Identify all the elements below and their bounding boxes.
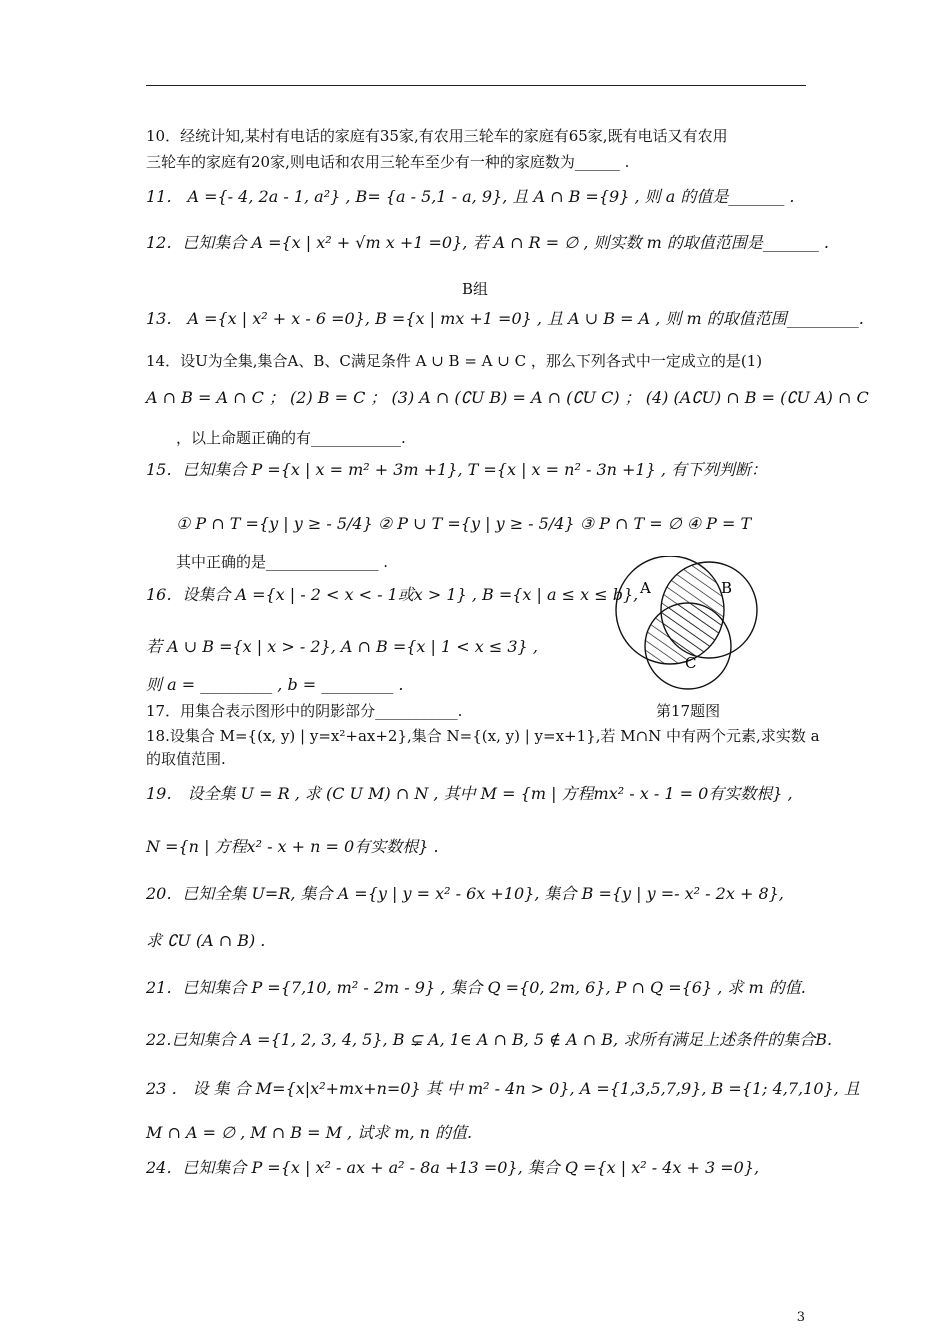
problem-19-line-1: 19． 设全集 U = R , 求 (C U M) ∩ N , 其中 M = {m | 方程mx² - x - 1 = 0有实数根} ,: [146, 784, 793, 803]
label-a: A: [640, 579, 651, 597]
header-rule: [146, 85, 806, 86]
label-c: C: [685, 654, 697, 672]
problem-18-line-2: 的取值范围.: [146, 750, 226, 768]
problem-16-line-3: 则 a = _________ , b = _________ .: [146, 675, 404, 694]
problem-14-line-1: 14．设U为全集,集合A、B、C满足条件 A ∪ B = A ∪ C ，那么下列各式中一定成立的是(1): [146, 352, 763, 370]
problem-17: 17．用集合表示图形中的阴影部分___________.: [146, 702, 463, 720]
problem-19-line-2: N ={n | 方程x² - x + n = 0有实数根} .: [146, 837, 439, 856]
problem-20-line-2: 求 ∁U (A ∩ B) .: [146, 931, 266, 950]
problem-23-line-2: M ∩ A = ∅ , M ∩ B = M , 试求 m, n 的值.: [146, 1123, 473, 1142]
page-number: 3: [796, 1310, 805, 1325]
group-b-heading: B组: [461, 280, 489, 298]
problem-18-line-1: 18.设集合 M={(x, y) | y=x²+ax+2},集合 N={(x, y) | y=x+1},若 M∩N 中有两个元素,求实数 a: [146, 727, 820, 745]
problem-16-line-2: 若 A ∪ B ={x | x > - 2}, A ∩ B ={x | 1 < x ≤ 3} ,: [146, 637, 538, 656]
figure-caption: 第17题图: [656, 702, 721, 720]
problem-15-options: ① P ∩ T ={y | y ≥ - 5/4} ② P ∪ T ={y | y ≥ - 5/4} ③ P ∩ T = ∅ ④ P = T: [176, 514, 752, 533]
problem-10-line-2: 三轮车的家庭有20家,则电话和农用三轮车至少有一种的家庭数为______ .: [146, 153, 630, 171]
problem-14-line-2: A ∩ B = A ∩ C ； (2) B = C ； (3) A ∩ (∁U B) = A ∩ (∁U C) ； (4) (A∁U) ∩ B = (∁U A) ∩ C: [146, 388, 869, 407]
problem-11: 11． A ={- 4, 2a - 1, a²} , B= {a - 5,1 - a, 9}, 且 A ∩ B ={9} , 则 a 的值是_______ .: [146, 187, 795, 206]
problem-24: 24．已知集合 P ={x | x² - ax + a² - 8a +13 =0}, 集合 Q ={x | x² - 4x + 3 =0},: [146, 1158, 760, 1177]
problem-15-answer: 其中正确的是_______________ .: [176, 553, 389, 571]
problem-16-line-1: 16．设集合 A ={x | - 2 < x < - 1或x > 1} , B ={x | a ≤ x ≤ b},: [146, 585, 639, 604]
problem-10-line-1: 10．经统计知,某村有电话的家庭有35家,有农用三轮车的家庭有65家,既有电话又有农用: [146, 127, 728, 145]
problem-14-line-3: ，以上命题正确的有____________.: [176, 429, 406, 447]
problem-20-line-1: 20．已知全集 U=R, 集合 A ={y | y = x² - 6x +10}, 集合 B ={y | y =- x² - 2x + 8},: [146, 884, 784, 903]
problem-23-line-1: 23 ． 设 集 合 M={x|x²+mx+n=0} 其 中 m² - 4n > 0}, A ={1,3,5,7,9}, B ={1; 4,7,10}, 且: [146, 1079, 860, 1098]
problem-13: 13． A ={x | x² + x - 6 =0}, B ={x | mx +1 =0} , 且 A ∪ B = A , 则 m 的取值范围_________.: [146, 309, 864, 328]
problem-12: 12．已知集合 A ={x | x² + √m x +1 =0}, 若 A ∩ R = ∅ , 则实数 m 的取值范围是_______ .: [146, 233, 830, 252]
problem-22: 22.已知集合 A ={1, 2, 3, 4, 5}, B ⊊ A, 1∈ A ∩ B, 5 ∉ A ∩ B, 求所有满足上述条件的集合B.: [146, 1030, 833, 1049]
venn-diagram: [608, 556, 758, 696]
problem-21: 21．已知集合 P ={7,10, m² - 2m - 9} , 集合 Q ={0, 2m, 6}, P ∩ Q ={6} , 求 m 的值.: [146, 978, 806, 997]
problem-15-line-1: 15．已知集合 P ={x | x = m² + 3m +1}, T ={x | x = n² - 3n +1} , 有下列判断：: [146, 460, 768, 479]
label-b: B: [721, 579, 733, 597]
